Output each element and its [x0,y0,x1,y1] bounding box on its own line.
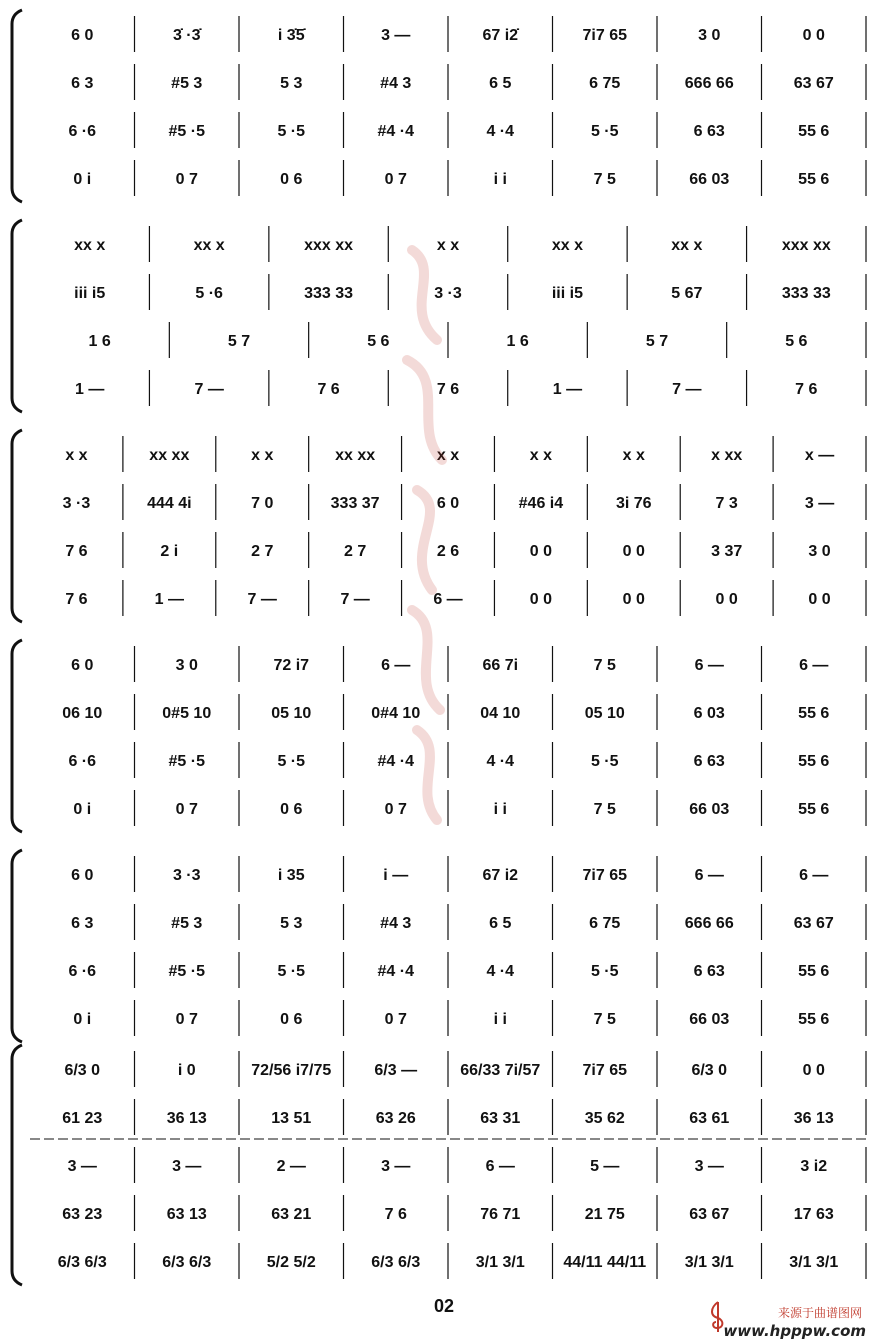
measure-notes: 5 ·5 [590,963,619,980]
measure-notes: xx xx [335,447,376,464]
measure-notes: 66 03 [689,171,730,188]
measure-notes: 3/1 3/1 [789,1254,839,1271]
measure-notes: iii i5 [74,285,106,302]
measure-notes: #5 ·5 [168,963,205,980]
measure-notes: 63 61 [689,1110,730,1127]
measure-notes: 333 33 [781,285,831,302]
measure-notes: 3 — [381,1158,411,1175]
measure-notes: 55 6 [798,801,830,818]
measure-notes: 7 6 [317,381,340,398]
measure-notes: 0 i [73,171,92,188]
measure-notes: iii i5 [551,285,583,302]
measure-notes: 7 6 [436,381,460,398]
measure-notes: xx x [74,237,106,254]
measure-notes: 6 — [485,1158,515,1175]
measure-notes: i i [493,801,507,818]
measure-notes: 6 5 [489,75,512,92]
measure-notes: 1 — [75,381,105,398]
measure-notes: 0 i [73,801,92,818]
measure-notes: 0 7 [384,171,407,188]
measure-notes: 04 10 [480,705,521,722]
measure-notes: #4 3 [380,915,412,932]
measure-notes: 333 33 [304,285,354,302]
measure-notes: x x [436,237,460,254]
measure-notes: 0 0 [802,27,825,44]
measure-notes: 6 63 [693,123,725,140]
page-number: 02 [433,1296,455,1316]
score-system [12,1045,866,1285]
system-bracket [12,10,22,202]
score-system [12,850,866,1042]
measure-notes: x — [804,447,835,464]
measure-notes: 5 6 [785,333,808,350]
measure-notes: x x [436,447,460,464]
measure-notes: #5 ·5 [168,753,205,770]
measure-notes: i 0 [177,1062,196,1079]
measure-notes: 44/11 44/11 [563,1254,647,1271]
measure-notes: #5 ·5 [168,123,205,140]
measure-notes: 7i7 65 [582,27,627,44]
measure-notes: 55 6 [798,123,830,140]
measure-notes: 36 13 [793,1110,834,1127]
measure-notes: 3 — [67,1158,97,1175]
measure-notes: 6 75 [589,75,621,92]
measure-notes: 6 ·6 [68,963,97,980]
measure-notes: 55 6 [798,1011,830,1028]
measure-notes: 3 — [694,1158,724,1175]
measure-notes: 7i7 65 [582,1062,627,1079]
measure-notes: i i [493,171,507,188]
measure-notes: i 3̇5̇ [277,27,305,44]
measure-notes: 55 6 [798,963,830,980]
measure-notes: 3/1 3/1 [475,1254,525,1271]
measure-notes: x xx [711,447,743,464]
measure-notes: 7 — [672,381,702,398]
measure-notes: 3 ·3 [62,495,91,512]
measure-notes: i i [493,1011,507,1028]
measure-notes: 0 6 [280,171,303,188]
measure-notes: 6 3 [71,915,94,932]
measure-notes: 6/3 0 [64,1062,101,1079]
watermark-calligraphy [392,230,462,830]
measure-notes: 7 6 [65,591,88,608]
measure-notes: 7 — [194,381,224,398]
measure-notes: 5 ·5 [590,753,619,770]
measure-notes: 72 i7 [273,657,310,674]
measure-notes: 67 i2̇ [482,27,519,44]
source-text: 来源于曲谱图网 [777,1306,862,1320]
measure-notes: x x [251,447,274,464]
measure-notes: xx x [551,237,583,254]
measure-notes: 6/3 6/3 [371,1254,421,1271]
measure-notes: 6 3 [71,75,94,92]
measure-notes: 0 7 [175,801,198,818]
measure-notes: xx xx [149,447,190,464]
measure-notes: 0 6 [280,801,303,818]
measure-notes: 5/2 5/2 [266,1254,316,1271]
measure-notes: 5 ·5 [277,753,306,770]
measure-notes: 66/33 7i/57 [460,1062,541,1079]
measure-notes: 63 67 [793,75,834,92]
measure-notes: 76 71 [480,1206,521,1223]
measure-notes: 5 ·5 [277,123,306,140]
measure-notes: 7 5 [593,171,616,188]
measure-notes: 7 6 [65,543,88,560]
measure-notes: 55 6 [798,753,830,770]
system-bracket [12,220,22,412]
measure-notes: 0 0 [622,543,645,560]
measure-notes: 35 62 [584,1110,625,1127]
measure-notes: 5 6 [367,333,390,350]
measure-notes: 5 3 [280,915,303,932]
measure-notes: i — [383,867,409,884]
measure-notes: 63 31 [480,1110,521,1127]
measure-notes: 21 75 [584,1206,625,1223]
measure-notes: 13 51 [271,1110,312,1127]
measure-notes: #4 3 [380,75,412,92]
measure-notes: 7 5 [593,657,616,674]
measure-notes: 7i7 65 [582,867,627,884]
measure-notes: 6 63 [693,753,725,770]
measure-notes: 7 5 [593,801,616,818]
measure-notes: #5 3 [171,75,203,92]
measure-notes: 6 03 [693,705,725,722]
measure-notes: 3̇ ·3̇ [172,27,201,44]
measure-notes: 5 3 [280,75,303,92]
measure-notes: 6 0 [71,657,94,674]
measure-notes: #46 i4 [518,495,564,512]
measure-notes: 05 10 [584,705,625,722]
measure-notes: #4 ·4 [377,123,414,140]
measure-notes: 2 6 [436,543,460,560]
measure-notes: 6 63 [693,963,725,980]
measure-notes: 3 0 [808,543,831,560]
measure-notes: 3 — [172,1158,202,1175]
measure-notes: 5 7 [227,333,251,350]
measure-notes: 6/3 6/3 [162,1254,212,1271]
measure-notes: 0 7 [384,1011,407,1028]
measure-notes: 3 i2 [800,1158,828,1175]
measure-notes: 1 — [154,591,185,608]
measure-notes: 66 7i [482,657,519,674]
measure-notes: 3 ·3 [172,867,201,884]
measure-notes: 6 0 [71,27,94,44]
system-bracket [12,850,22,1042]
measure-notes: xxx xx [781,237,831,254]
score-system [12,10,866,202]
measure-notes: 3 37 [711,543,743,560]
system-bracket [12,640,22,832]
measure-notes: 7 0 [251,495,274,512]
measure-notes: 3/1 3/1 [684,1254,734,1271]
measure-notes: 5 67 [671,285,703,302]
measure-notes: 6 — [433,591,463,608]
measure-notes: 1 — [552,381,583,398]
measure-notes: x x [622,447,645,464]
measure-notes: 6 5 [489,915,512,932]
measure-notes: x x [529,447,553,464]
measure-notes: 0 0 [529,591,553,608]
measure-notes: 7 — [340,591,370,608]
measure-notes: 66 03 [689,1011,730,1028]
measure-notes: 7 3 [715,495,738,512]
measure-notes: 6 ·6 [68,123,97,140]
measure-notes: i 35 [277,867,305,884]
measure-notes: 6 — [799,657,829,674]
measure-notes: 3 — [381,27,411,44]
measure-notes: 333 37 [330,495,380,512]
measure-notes: 63 67 [689,1206,730,1223]
measure-notes: 1 6 [506,333,529,350]
measure-notes: 666 66 [684,915,734,932]
measure-notes: 0 7 [175,171,198,188]
measure-notes: 67 i2 [482,867,519,884]
measure-notes: 63 21 [271,1206,312,1223]
system-bracket [12,430,22,622]
measure-notes: 0 7 [175,1011,198,1028]
measure-notes: 0 0 [529,543,553,560]
measure-notes: 5 7 [645,333,669,350]
measure-notes: 6 0 [436,495,460,512]
measure-notes: 2 7 [343,543,367,560]
measure-notes: 0#5 10 [162,705,212,722]
measure-notes: 3 0 [698,27,721,44]
measure-notes: 6 — [694,867,724,884]
measure-notes: 05 10 [271,705,312,722]
measure-notes: 17 63 [793,1206,834,1223]
measure-notes: 36 13 [166,1110,207,1127]
measure-notes: 0 0 [802,1062,825,1079]
measure-notes: 2 i [160,543,179,560]
measure-notes: 6/3 0 [691,1062,728,1079]
measure-notes: 6 — [381,657,411,674]
measure-notes: 5 ·5 [590,123,619,140]
measure-notes: 0 0 [808,591,831,608]
measure-notes: 6 — [799,867,829,884]
measure-notes: 61 23 [62,1110,103,1127]
measure-notes: xxx xx [304,237,354,254]
measure-notes: x x [65,447,88,464]
measure-notes: 72/56 i7/75 [251,1062,332,1079]
measure-notes: 6/3 — [374,1062,418,1079]
measure-notes: 6/3 6/3 [57,1254,107,1271]
measure-notes: 666 66 [684,75,734,92]
measure-notes: #4 ·4 [377,753,414,770]
measure-notes: 7 — [247,591,277,608]
measure-notes: xx x [193,237,225,254]
measure-notes: 3 0 [175,657,198,674]
measure-notes: 3i 76 [615,495,652,512]
measure-notes: 6 ·6 [68,753,97,770]
measure-notes: 4 ·4 [486,753,515,770]
measure-notes: 7 6 [795,381,818,398]
measure-notes: 55 6 [798,171,830,188]
measure-notes: #4 ·4 [377,963,414,980]
measure-notes: 55 6 [798,705,830,722]
measure-notes: 5 — [590,1158,620,1175]
measure-notes: 1 6 [88,333,111,350]
measure-notes: xx x [671,237,703,254]
measure-notes: 0 0 [622,591,645,608]
measure-notes: 0 i [73,1011,92,1028]
measure-notes: 66 03 [689,801,730,818]
measure-notes: 0 6 [280,1011,303,1028]
site-url: www.hpppw.com [723,1322,866,1340]
measure-notes: 4 ·4 [486,123,515,140]
measure-notes: 6 — [694,657,724,674]
measure-notes: 3 — [804,495,835,512]
system-bracket [12,1045,22,1285]
measure-notes: 444 4i [147,495,192,512]
measure-notes: 2 7 [251,543,274,560]
measure-notes: 63 13 [166,1206,207,1223]
measure-notes: 0 0 [715,591,738,608]
measure-notes: 3 ·3 [434,285,462,302]
measure-notes: 5 ·5 [277,963,306,980]
measure-notes: 4 ·4 [486,963,515,980]
measure-notes: #5 3 [171,915,203,932]
measure-notes: 7 6 [384,1206,407,1223]
measure-notes: 6 75 [589,915,621,932]
measure-notes: 0 7 [384,801,407,818]
measure-notes: 5 ·6 [195,285,223,302]
measure-notes: 0#4 10 [371,705,421,722]
measure-notes: 63 23 [62,1206,103,1223]
measure-notes: 63 67 [793,915,834,932]
measure-notes: 06 10 [62,705,103,722]
measure-notes: 2 — [276,1158,306,1175]
measure-notes: 7 5 [593,1011,616,1028]
measure-notes: 63 26 [375,1110,416,1127]
measure-notes: 6 0 [71,867,94,884]
